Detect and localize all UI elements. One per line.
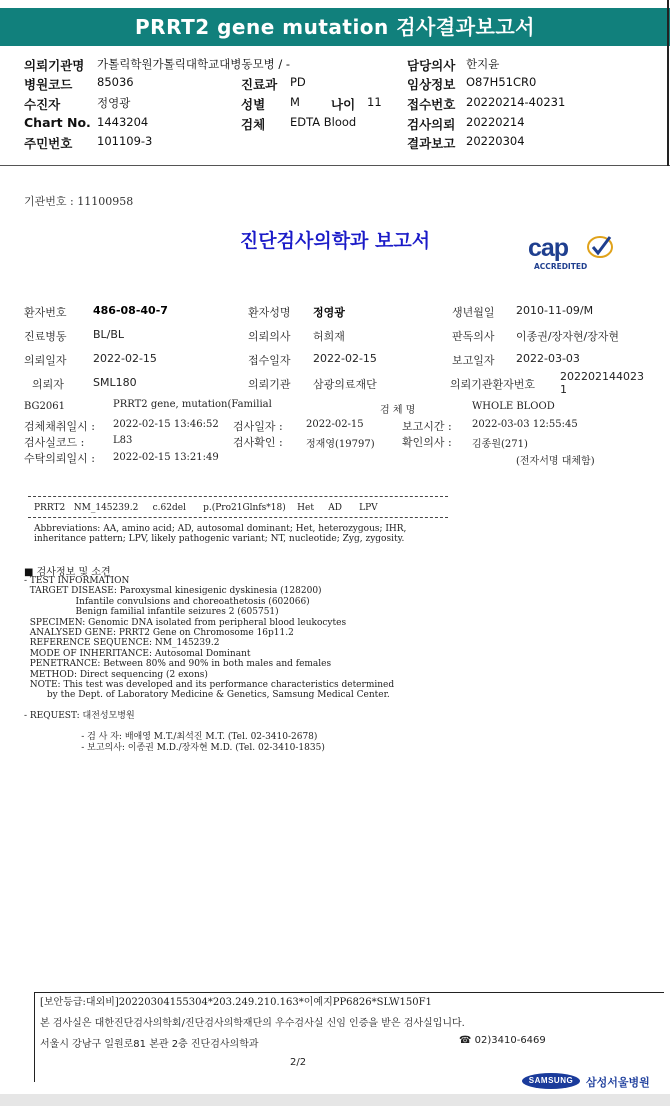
patient-label: 의뢰자 — [32, 378, 64, 391]
cap-logo-word: cap — [528, 234, 569, 262]
institution-patient-no-suffix: 1 — [560, 383, 567, 396]
report-header-title: PRRT2 gene mutation 검사결과보고서 — [0, 8, 670, 46]
esign-note: (전자서명 대체함) — [516, 456, 595, 467]
hospital-name: 삼성서울병원 — [586, 1076, 650, 1089]
result-line: PRRT2 NM_145239.2 c.62del p.(Pro21Glnfs*18) Het AD LPV — [34, 503, 378, 513]
certification-note: 본 검사실은 대한진단검사의학회/진단검사의학재단의 우수검사실 신임 인증을 받은 검사실입니다. — [40, 1018, 465, 1029]
header-label: 병원코드 — [24, 77, 73, 92]
patient-name: 정영광 — [313, 306, 345, 319]
lab-room-code: L83 — [113, 435, 133, 446]
cap-accredited-logo — [528, 234, 618, 274]
header-label: 검사의뢰 — [407, 117, 456, 132]
header-value: 20220214-40231 — [466, 95, 566, 109]
collect-datetime: 2022-02-15 13:46:52 — [113, 419, 219, 430]
divider — [28, 496, 448, 497]
header-label: 접수번호 — [407, 97, 456, 112]
phone: ☎ 02)3410-6469 — [459, 1035, 546, 1046]
page-number: 2/2 — [290, 1057, 307, 1068]
report-body — [0, 166, 670, 1106]
header-value: PD — [290, 75, 306, 89]
header-value: EDTA Blood — [290, 115, 357, 129]
cap-accredited-text: ACCREDITED — [534, 262, 588, 271]
header-value: 가톨릭학원가톨릭대학교대병동모병 / - — [97, 57, 291, 71]
checking-doctor: 김종원(271) — [472, 439, 528, 450]
header-label: 주민번호 — [24, 136, 73, 151]
institution-patient-no: 202202144023 — [560, 370, 644, 383]
page-border — [667, 0, 669, 166]
institution-number: 기관번호 : 11100958 — [24, 195, 134, 208]
security-line: [보안등급:대외비]20220304155304*203.249.210.163*이예지PP6826*SLW150F1 — [40, 997, 432, 1008]
patient-label: 의뢰기관 — [248, 378, 291, 391]
patient-label: 생년월일 — [452, 306, 495, 319]
patient-label: 의뢰기관환자번호 — [450, 378, 536, 391]
header-label: 임상정보 — [407, 77, 456, 92]
header-value: 한지윤 — [466, 57, 500, 71]
header-value: 101109-3 — [97, 134, 153, 148]
specimen-name: WHOLE BLOOD — [472, 401, 555, 412]
section-title: ■ 검사정보 및 소견 — [24, 567, 111, 578]
requester: SML180 — [93, 376, 137, 389]
address: 서울시 강남구 일원로81 본관 2층 진단검사의학과 — [40, 1039, 259, 1050]
patient-label: 환자성명 — [248, 306, 291, 319]
patient-label: 환자번호 — [24, 306, 67, 319]
header-label: 진료과 — [241, 77, 278, 92]
header-label: 나이 — [331, 97, 356, 112]
field-label: 보고시간 : — [402, 420, 452, 433]
birth-date: 2010-11-09/M — [516, 304, 594, 317]
report-title: 진단검사의학과 보고서 — [239, 230, 431, 252]
header-value: M — [290, 95, 300, 109]
bottom-strip — [0, 1094, 670, 1106]
reading-doctor: 이종권/장자현/장자현 — [516, 330, 620, 343]
samsung-logo-oval: SAMSUNG — [522, 1073, 580, 1089]
field-label: 검사일자 : — [233, 420, 283, 433]
report-time: 2022-03-03 12:55:45 — [472, 419, 578, 430]
header-value: O87H51CR0 — [466, 75, 537, 89]
header-value: 11 — [367, 95, 382, 109]
abbreviations: Abbreviations: AA, amino acid; AD, autosomal dominant; Het, heterozygous; IHR, inheritance pattern; LPV, likely pathogenic variant; NT, nucleotide; Zyg, zygosity. — [34, 524, 407, 545]
header-label: 결과보고 — [407, 136, 456, 151]
consign-datetime: 2022-02-15 13:21:49 — [113, 452, 219, 463]
test-name: PRRT2 gene, mutation(Familial — [113, 399, 272, 410]
check-icon — [586, 234, 614, 260]
header-label: Chart No. — [24, 115, 91, 130]
ordering-doctor: 허희재 — [313, 330, 345, 343]
test-details: - TEST INFORMATION TARGET DISEASE: Paroxysmal kinesigenic dyskinesia (128200) Infantile convulsions and choreoathetosis (602066) Benign familial infantile seizures 2 (605751) SPECIMEN: Genomic DNA isolated from peripheral blood leukocytes ANALYSED GENE: PRRT2 Gene on Chromosome 16p11.2 REFERENCE SEQUENCE: NM_145239.2 MODE OF INHERITANCE: Autosomal Dominant PENETRANCE: Between 80% and 90% in both males and females METHOD: Direct sequencing (2 exons) NOTE: This test was developed and its performance characteristics determined by the Dept. of Laboratory Medicine & Genetics, Samsung Medical Center. - REQUEST: 대전성모병원 - 검 사 자: 배애영 M.T./최석진 M.T. (Tel. 02-3410-2678) - 보고의사: 이종권 M.D./장자현 M.D. (Tel. 02-3410-1835) — [24, 576, 395, 753]
header-label: 의뢰기관명 — [24, 58, 85, 73]
specimen-label: 검 체 명 — [380, 405, 416, 416]
test-code: BG2061 — [24, 401, 65, 412]
header-label: 수진자 — [24, 97, 61, 112]
patient-label: 보고일자 — [452, 354, 495, 367]
report-date: 2022-03-03 — [516, 352, 580, 365]
divider — [28, 517, 448, 518]
header-value: 20220214 — [466, 115, 525, 129]
patient-label: 의뢰의사 — [248, 330, 291, 343]
patient-id: 486-08-40-7 — [93, 304, 168, 317]
field-label: 검체채취일시 : — [24, 420, 95, 433]
patient-label: 진료병동 — [24, 330, 67, 343]
requesting-institution: 삼광의료재단 — [313, 378, 377, 391]
ward: BL/BL — [93, 328, 125, 341]
field-label: 검사확인 : — [233, 436, 283, 449]
header-value: 1443204 — [97, 115, 149, 129]
header-value: 20220304 — [466, 134, 525, 148]
field-label: 검사실코드 : — [24, 436, 85, 449]
header-value: 85036 — [97, 75, 134, 89]
test-date: 2022-02-15 — [306, 419, 364, 430]
header-value: 정영광 — [97, 96, 131, 110]
test-confirmer: 정재영(19797) — [306, 439, 375, 450]
field-label: 수탁의뢰일시 : — [24, 452, 95, 465]
field-label: 확인의사 : — [402, 436, 452, 449]
patient-label: 판독의사 — [452, 330, 495, 343]
request-date: 2022-02-15 — [93, 352, 157, 365]
header-label: 검체 — [241, 117, 266, 132]
header-label: 성별 — [241, 97, 266, 112]
patient-label: 접수일자 — [248, 354, 291, 367]
receipt-date: 2022-02-15 — [313, 352, 377, 365]
header-info — [0, 48, 670, 166]
patient-label: 의뢰일자 — [24, 354, 67, 367]
header-label: 담당의사 — [407, 58, 456, 73]
